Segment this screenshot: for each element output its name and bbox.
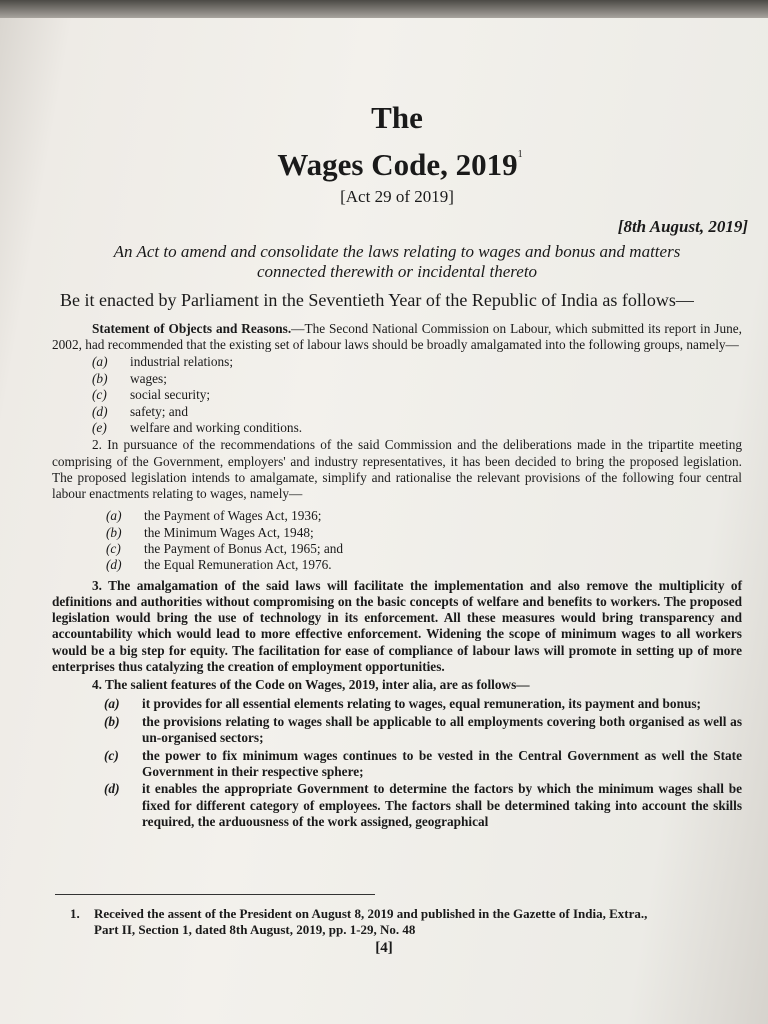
list-item: (b) the Minimum Wages Act, 1948;: [106, 524, 314, 540]
footnote-line-2: Part II, Section 1, dated 8th August, 2019, pp. 1-29, No. 48: [94, 922, 416, 937]
list-item: (a) industrial relations;: [92, 354, 234, 370]
footnote: [70, 906, 750, 938]
list-item: (d) the Equal Remuneration Act, 1976.: [106, 557, 332, 573]
page-number: [4]: [375, 940, 393, 956]
list-item: (c) social security;: [92, 387, 211, 403]
list-item: (b) wages;: [92, 370, 167, 386]
enactments-list: [52, 508, 742, 574]
title-line-2: [52, 136, 742, 184]
list-item: (c) the power to fix minimum wages continues to be vested in the Central Government as well the State Government in their respective sphere;: [104, 747, 742, 779]
list-item: (b) the provisions relating to wages shall be applicable to all employments covering both organised as well as un-organised sectors;: [104, 713, 742, 746]
long-title: An Act to amend and consolidate the laws relating to wages and bonus and matters connected therewith or incidental thereto: [113, 242, 681, 281]
document-body: [52, 100, 748, 832]
list-item: (d) safety; and: [92, 403, 188, 419]
act-number: [Act 29 of 2019]: [340, 187, 454, 206]
enactment-date: [8th August, 2019]: [617, 217, 748, 236]
statement-heading: Statement of Objects and Reasons.: [92, 321, 292, 336]
groups-list: [52, 354, 742, 436]
statement-para-2: 2. In pursuance of the recommendations of the said Commission and the deliberations made in the tripartite meeting comprising of the Government, employers' and industry representatives, it has been decided to bring the proposed legislation. The proposed legislation intends to amalgamate, simplify and rationalise the relevant provisions of the following four central labour enactments relating to wages, namely—: [52, 437, 742, 502]
statement-para-1-text: —The Second National Commission on Labour, which submitted its report in June, 2002, had recommended that the existing set of labour laws should be broadly amalgamated into the following groups, namely—: [52, 321, 742, 353]
footnote-line-1: 1. Received the assent of the President on August 8, 2019 and published in the Gazette of India, Extra.,: [70, 906, 648, 921]
statement-para-1: [52, 321, 742, 353]
title-footnote-mark: 1: [517, 149, 523, 160]
title-line-1: The: [371, 100, 423, 135]
title-text: Wages Code, 2019: [277, 147, 518, 182]
list-item: (a) the Payment of Wages Act, 1936;: [106, 508, 322, 524]
footnote-divider: [55, 894, 375, 895]
list-item: (d) it enables the appropriate Government to determine the factors by which the minimum wages shall be fixed for different category of employees. The factors shall be determined taking into account the skills required, the arduousness of the work assigned, geographical: [104, 781, 742, 830]
statement-para-3: 3. The amalgamation of the said laws will facilitate the implementation and also remove the multiplicity of definitions and authorities without compromising on the basic concepts of welfare and benefits to workers. The proposed legislation would bring the use of technology in its enforcement. All these measures would bring transparency and accountability which would lead to more effective enforcement. Widening the scope of minimum wages to all workers would be a big step for equity. The facilitation for ease of compliance of labour laws will promote in setting up of more enterprises thus catalyzing the creation of employment opportunities.: [52, 577, 742, 674]
footnote-number: 1.: [70, 906, 80, 921]
enacting-clause: Be it enacted by Parliament in the Seventieth Year of the Republic of India as follows—: [60, 290, 694, 310]
scan-shadow-edge: [0, 0, 768, 18]
statement-para-4: 4. The salient features of the Code on Wages, 2019, inter alia, are as follows—: [92, 677, 530, 693]
list-item: (e) welfare and working conditions.: [92, 420, 303, 436]
list-item: (a) it provides for all essential elements relating to wages, equal remuneration, its payment and bonus;: [104, 696, 701, 712]
features-list: [52, 696, 742, 830]
list-item: (c) the Payment of Bonus Act, 1965; and: [106, 541, 344, 557]
